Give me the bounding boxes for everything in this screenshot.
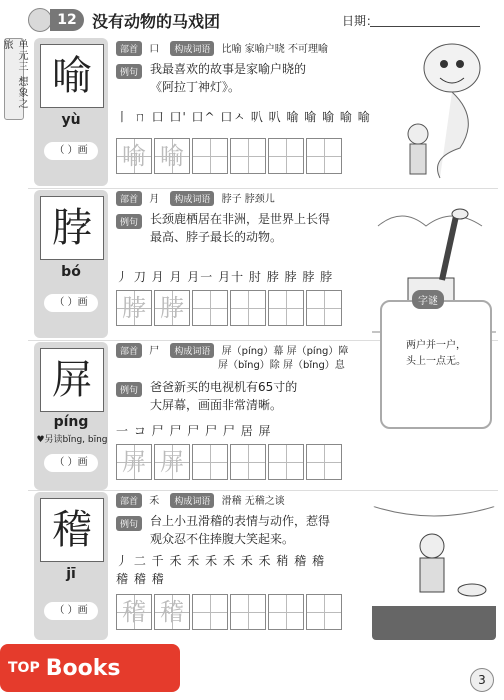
words: 脖子 脖颈儿 bbox=[221, 194, 275, 205]
stroke-order-2: 稽 稽 稽 bbox=[116, 572, 165, 586]
example-line-1: 长颈鹿栖居在非洲，是世界上长得 bbox=[150, 212, 331, 226]
blank-cell[interactable] bbox=[268, 138, 304, 174]
blank-cell[interactable] bbox=[192, 444, 228, 480]
blank-cell[interactable] bbox=[230, 138, 266, 174]
words-line-2: 屏（bǐng）除 屏（bǐng）息 bbox=[218, 360, 345, 371]
char-section-1 bbox=[28, 38, 498, 188]
char-display: 喻 bbox=[40, 44, 104, 108]
trace-cell[interactable]: 屏 bbox=[116, 444, 152, 480]
stroke-order: 丿 刀 月 月 月一 月十 肘 脖 脖 脖 脖 bbox=[116, 270, 334, 284]
words: 比喻 家喻户晓 不可理喻 bbox=[221, 44, 328, 55]
words-line-1: 屏（píng）幕 屏（píng）障 bbox=[221, 346, 349, 357]
example-line-2: 《阿拉丁神灯》。 bbox=[150, 80, 241, 94]
trace-cell[interactable]: 脖 bbox=[116, 290, 152, 326]
words-tag: 构成词语 bbox=[170, 493, 214, 508]
lesson-number: 12 bbox=[50, 9, 84, 31]
char-card bbox=[34, 492, 108, 640]
lesson-title: 没有动物的马戏团 bbox=[92, 12, 221, 31]
radical-tag: 部首 bbox=[116, 343, 142, 358]
blank-cell[interactable] bbox=[230, 290, 266, 326]
divider bbox=[28, 490, 498, 491]
stroke-order: 丨 ㄇ 口 口' 口^ 口ㅅ 叭 叭 喻 喻 喻 喻 喻 bbox=[116, 110, 371, 124]
blank-cell[interactable] bbox=[192, 138, 228, 174]
trace-cell[interactable]: 喻 bbox=[116, 138, 152, 174]
example-tag: 例句 bbox=[116, 382, 142, 397]
blank-cell[interactable] bbox=[268, 290, 304, 326]
example-line-2: 最高、脖子最长的动物。 bbox=[150, 230, 283, 244]
blank-cell[interactable] bbox=[230, 444, 266, 480]
blank-cell[interactable] bbox=[306, 138, 342, 174]
words-tag: 构成词语 bbox=[170, 191, 214, 206]
page-number: 3 bbox=[470, 668, 494, 692]
example-tag: 例句 bbox=[116, 214, 142, 229]
example-tag: 例句 bbox=[116, 516, 142, 531]
stroke-count-field[interactable]: （ ）画 bbox=[44, 454, 98, 472]
words-tag: 构成词语 bbox=[170, 343, 214, 358]
example-line-1: 我最喜欢的故事是家喻户晓的 bbox=[150, 62, 307, 76]
example-tag: 例句 bbox=[116, 64, 142, 79]
alt-reading: ♥另读bǐng, bīng bbox=[36, 435, 108, 445]
stroke-count-field[interactable]: （ ）画 bbox=[44, 602, 98, 620]
char-card bbox=[34, 38, 108, 186]
stroke-order: 丿 二 千 禾 禾 禾 禾 禾 禾 稍 稽 稽 bbox=[116, 554, 325, 568]
stroke-count-field[interactable]: （ ）画 bbox=[44, 142, 98, 160]
trace-cell[interactable]: 喻 bbox=[154, 138, 190, 174]
trace-cell[interactable]: 脖 bbox=[154, 290, 190, 326]
genie-illustration bbox=[390, 38, 496, 188]
pinyin: jī bbox=[66, 566, 76, 582]
writing-grid[interactable] bbox=[116, 138, 344, 174]
blank-cell[interactable] bbox=[306, 444, 342, 480]
date-label: 日期： bbox=[342, 14, 379, 28]
riddle-label: 字谜 bbox=[412, 290, 444, 309]
publisher-logo: TOP Books bbox=[0, 644, 180, 692]
riddle-text: 两户并一户， 头上一点无。 bbox=[406, 340, 466, 367]
blank-cell[interactable] bbox=[268, 444, 304, 480]
radical: 尸 bbox=[149, 346, 160, 357]
trace-cell[interactable]: 稽 bbox=[154, 594, 190, 630]
char-card bbox=[34, 342, 108, 490]
radical-tag: 部首 bbox=[116, 191, 142, 206]
stroke-order: 一 コ 尸 尸 尸 尸 尸 居 屏 bbox=[116, 424, 272, 438]
clown-illustration bbox=[372, 506, 496, 640]
blank-cell[interactable] bbox=[306, 290, 342, 326]
char-card bbox=[34, 190, 108, 338]
example-line-2: 观众忍不住捧腹大笑起来。 bbox=[150, 532, 295, 546]
writing-grid[interactable] bbox=[116, 444, 344, 480]
char-display: 稽 bbox=[40, 498, 104, 562]
sun-icon bbox=[28, 8, 52, 32]
trace-cell[interactable]: 屏 bbox=[154, 444, 190, 480]
radical-tag: 部首 bbox=[116, 41, 142, 56]
char-display: 屏 bbox=[40, 348, 104, 412]
words-tag: 构成词语 bbox=[170, 41, 214, 56]
example-line-1: 台上小丑滑稽的表情与动作，惹得 bbox=[150, 514, 331, 528]
radical: 禾 bbox=[149, 496, 160, 507]
words: 滑稽 无稽之谈 bbox=[221, 496, 285, 507]
unit-tab: 单元三 想象之旅 bbox=[4, 38, 24, 120]
writing-grid[interactable] bbox=[116, 594, 344, 630]
pinyin: píng bbox=[53, 414, 89, 430]
radical: 月 bbox=[149, 194, 160, 205]
radical-tag: 部首 bbox=[116, 493, 142, 508]
trace-cell[interactable]: 稽 bbox=[116, 594, 152, 630]
blank-cell[interactable] bbox=[306, 594, 342, 630]
blank-cell[interactable] bbox=[192, 594, 228, 630]
blank-cell[interactable] bbox=[268, 594, 304, 630]
char-display: 脖 bbox=[40, 196, 104, 260]
divider bbox=[28, 188, 498, 189]
radical: 口 bbox=[149, 44, 160, 55]
riddle-box bbox=[380, 296, 492, 429]
page-header bbox=[0, 0, 504, 36]
example-line-2: 大屏幕，画面非常清晰。 bbox=[150, 398, 283, 412]
date-input-line[interactable] bbox=[370, 26, 480, 27]
blank-cell[interactable] bbox=[192, 290, 228, 326]
pinyin: bó bbox=[61, 264, 81, 280]
char-section-4 bbox=[28, 492, 498, 642]
writing-grid[interactable] bbox=[116, 290, 344, 326]
example-line-1: 爸爸新买的电视机有65寸的 bbox=[150, 380, 298, 394]
blank-cell[interactable] bbox=[230, 594, 266, 630]
stroke-count-field[interactable]: （ ）画 bbox=[44, 294, 98, 312]
pinyin: yù bbox=[61, 112, 81, 128]
